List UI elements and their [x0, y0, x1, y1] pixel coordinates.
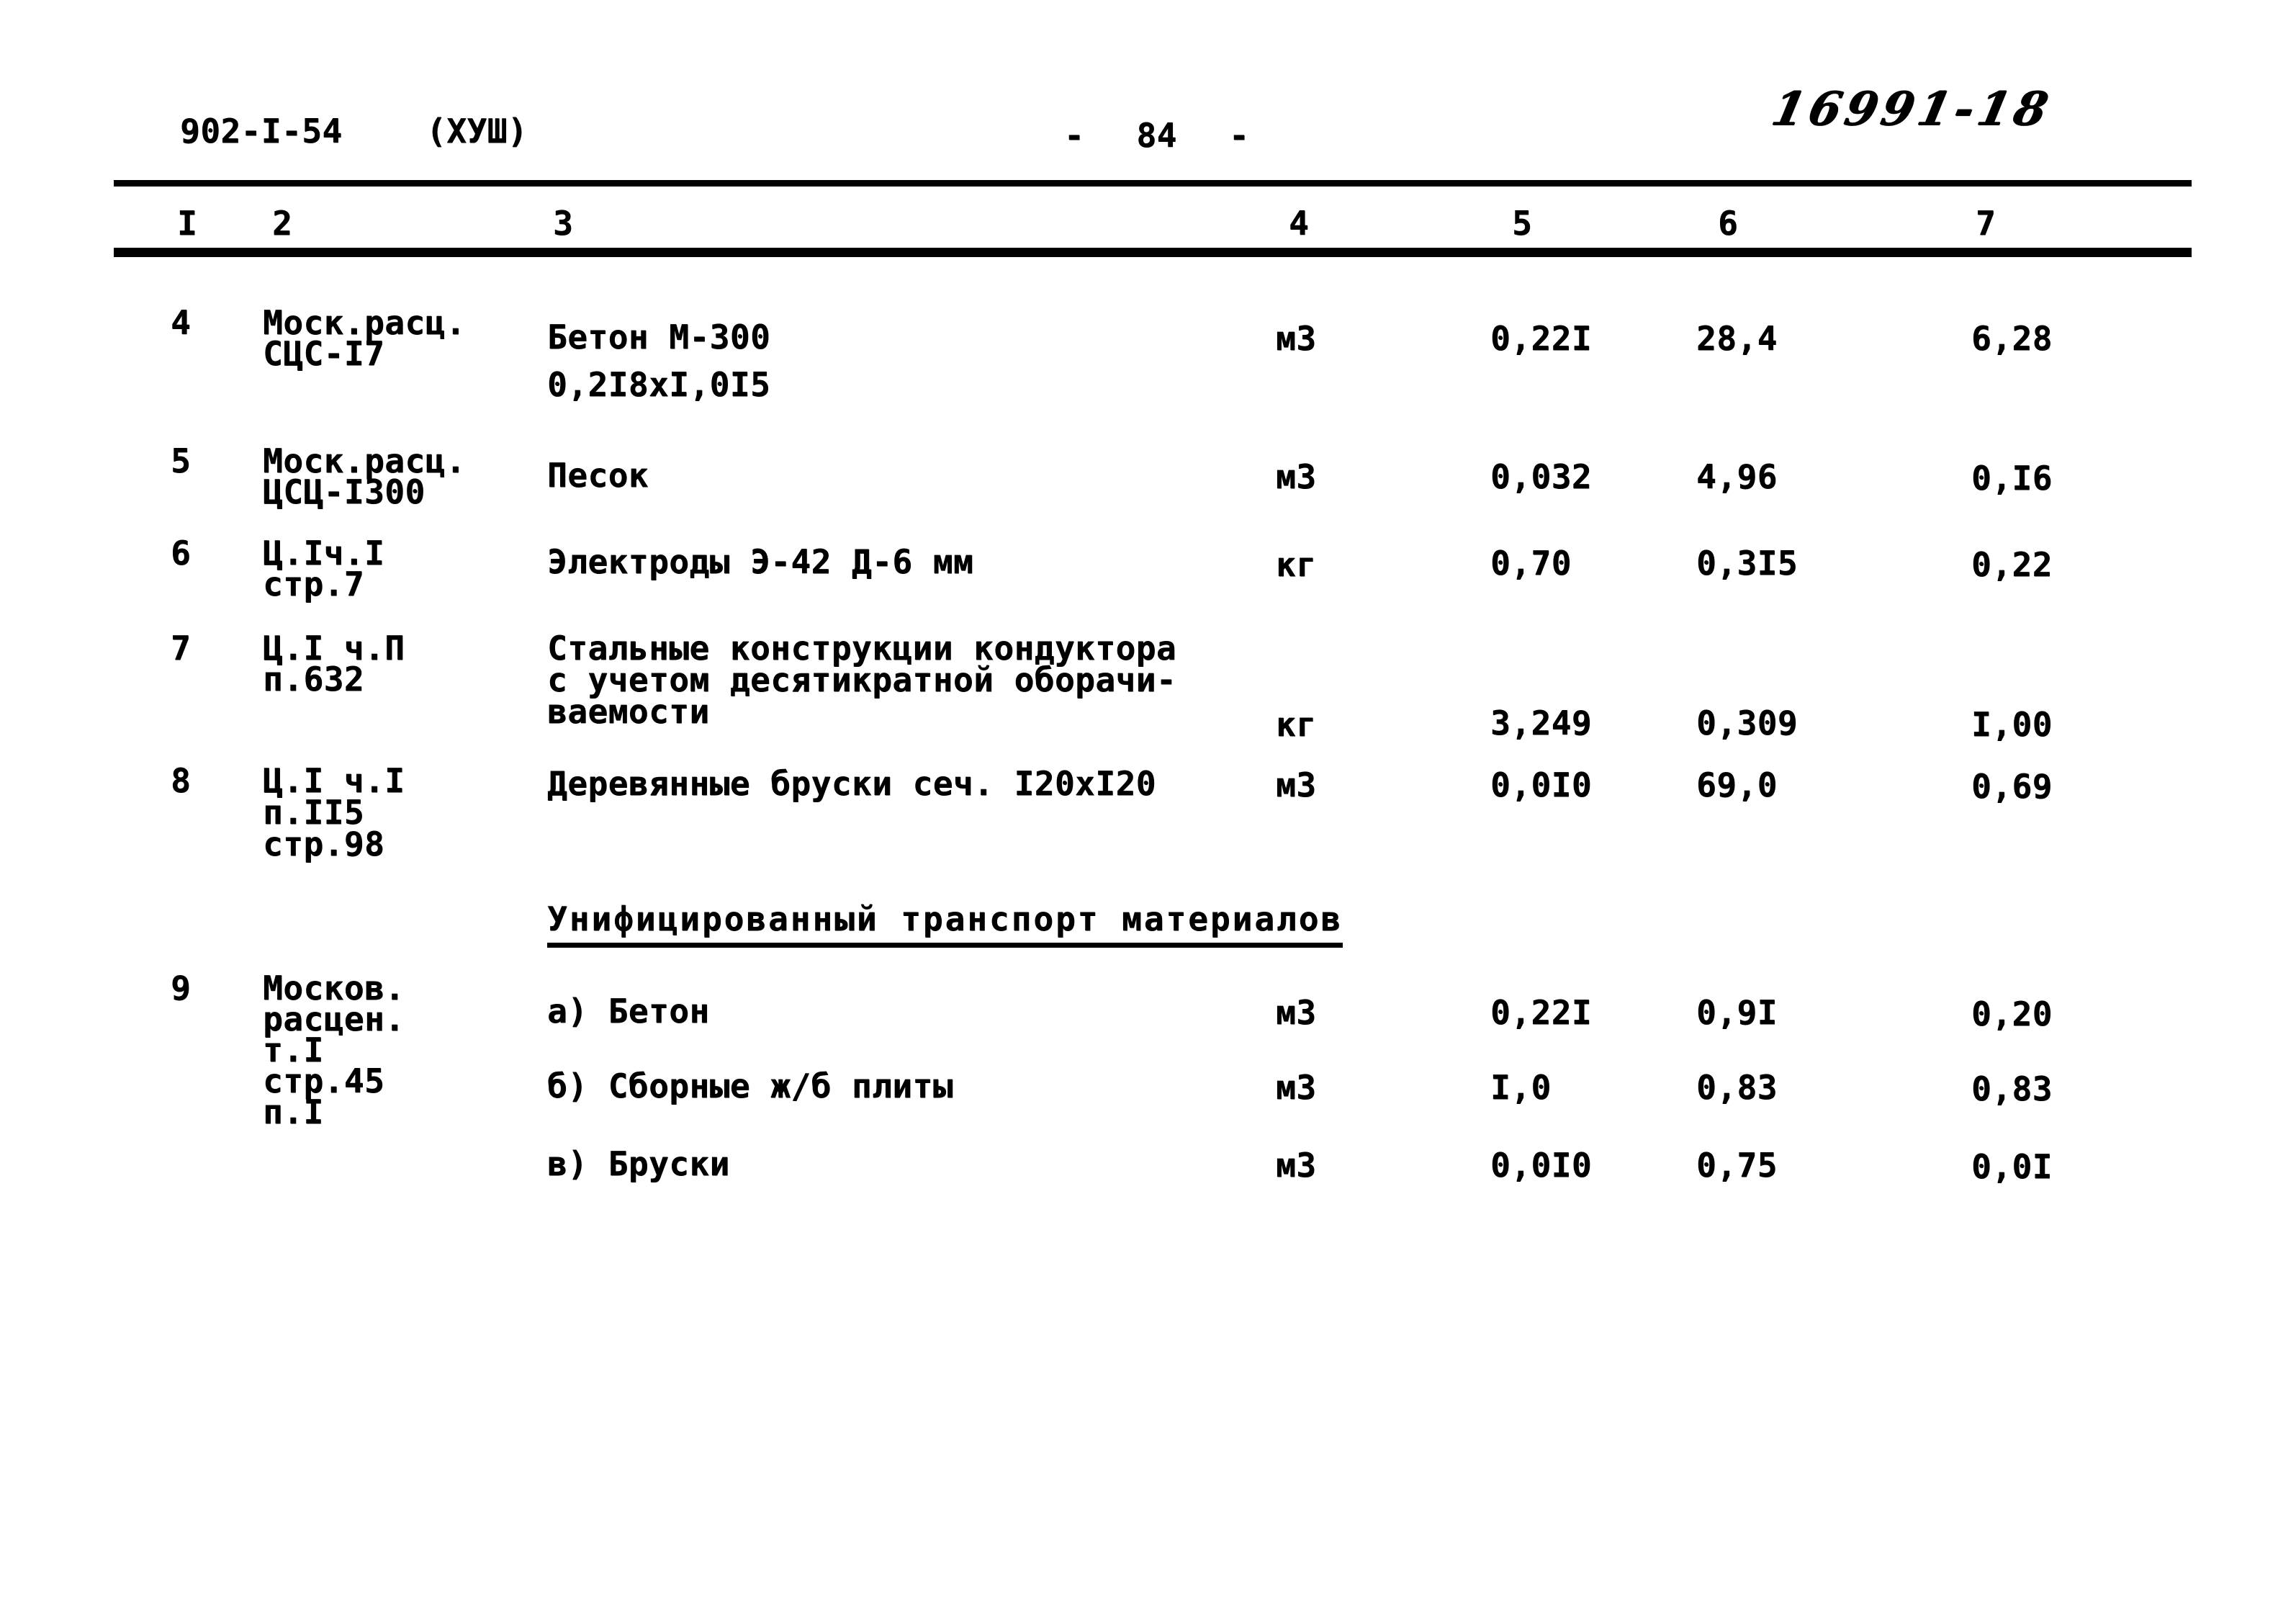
page-number: - 84 - — [1064, 116, 1250, 155]
table-row-rate: 4,96 — [1696, 457, 1778, 496]
table-subrow-qty: 0,0I0 — [1490, 1146, 1592, 1185]
table-row-unit: м3 — [1276, 766, 1317, 804]
table-row-num: 6 — [171, 534, 192, 573]
table-row-total: 0,I6 — [1971, 459, 2053, 498]
table-row-ref: Моск.расц. — [263, 441, 466, 480]
table-row-name: Электроды Э-42 Д-6 мм — [547, 542, 974, 581]
table-subrow-unit: м3 — [1276, 1146, 1317, 1185]
table-subrow-name: а) Бетон — [547, 992, 710, 1031]
table-row-unit: м3 — [1276, 319, 1317, 358]
handwritten-number: 16991-18 — [1767, 82, 2057, 136]
table-row-ref: п.632 — [263, 660, 364, 699]
table-row-ref: п.II5 — [263, 793, 364, 832]
table-row-ref: Ц.Iч.I — [263, 534, 385, 573]
table-row-qty: 0,22I — [1490, 319, 1592, 358]
table-subrow-total: 0,20 — [1971, 995, 2053, 1033]
col-header-7: 7 — [1976, 204, 1996, 243]
table-row-ref: стр.98 — [263, 825, 385, 863]
table-row-name: Песок — [547, 456, 649, 495]
table-row-qty: 0,0I0 — [1490, 766, 1592, 804]
table-subrow-total: 0,0I — [1971, 1147, 2053, 1186]
table-row-ref: стр.7 — [263, 565, 364, 603]
table-row-name: Стальные конструкции кондуктора — [547, 629, 1177, 668]
table-rule-header-bottom — [114, 248, 2192, 257]
table-row-unit: кг — [1276, 545, 1317, 584]
col-header-5: 5 — [1512, 204, 1533, 243]
table-subrow-qty: I,0 — [1490, 1068, 1552, 1107]
table-row-ref: ЦСЦ-I300 — [263, 472, 426, 511]
table-row-unit: кг — [1276, 705, 1317, 744]
table-row-rate: 0,3I5 — [1696, 544, 1798, 583]
table-row-qty: 0,70 — [1490, 544, 1572, 583]
table-row-num: 5 — [171, 441, 192, 480]
doc-code: 902-I-54 — [180, 112, 343, 151]
col-header-4: 4 — [1289, 204, 1310, 243]
table-row-rate: 69,0 — [1696, 766, 1778, 804]
col-header-1: I — [177, 204, 198, 243]
table-rule-top — [114, 180, 2192, 187]
table-subrow-rate: 0,9I — [1696, 993, 1778, 1032]
table-row-total: 6,28 — [1971, 319, 2053, 358]
table-row-ref: Ц.I ч.П — [263, 629, 405, 668]
table-subrow-unit: м3 — [1276, 1068, 1317, 1107]
table-row-total: 0,22 — [1971, 545, 2053, 584]
table-row-unit: м3 — [1276, 457, 1317, 496]
col-header-3: 3 — [553, 204, 574, 243]
table-row-rate: 28,4 — [1696, 319, 1778, 358]
table-row-ref: СЦС-I7 — [263, 334, 385, 373]
table-subrow-total: 0,83 — [1971, 1069, 2053, 1108]
table-row-num: 9 — [171, 969, 192, 1007]
table-row-total: I,00 — [1971, 705, 2053, 744]
table-subrow-unit: м3 — [1276, 993, 1317, 1032]
table-row-ref: Ц.I ч.I — [263, 761, 405, 800]
col-header-6: 6 — [1718, 204, 1739, 243]
table-row-name: с учетом десятикратной оборачи- — [547, 660, 1177, 699]
table-row-ref: Моск.расц. — [263, 303, 466, 342]
table-subrow-rate: 0,75 — [1696, 1146, 1778, 1185]
table-row-rate: 0,309 — [1696, 704, 1798, 742]
table-row-num: 8 — [171, 761, 192, 800]
table-row-ref: т.I — [263, 1031, 324, 1069]
table-subrow-name: б) Сборные ж/б плиты — [547, 1067, 953, 1105]
table-row-ref: расцен. — [263, 1000, 405, 1038]
table-row-name: 0,2I8хI,0I5 — [547, 365, 771, 404]
section-heading: Унифицированный транспорт материалов — [547, 902, 1343, 948]
table-row-name: Бетон М-300 — [547, 318, 771, 356]
table-row-num: 7 — [171, 629, 192, 668]
doc-part-number: (ХУШ) — [426, 112, 528, 151]
table-row-name: Деревянные бруски сеч. I20хI20 — [547, 764, 1156, 803]
table-row-ref: п.I — [263, 1092, 324, 1131]
table-row-qty: 0,032 — [1490, 457, 1592, 496]
table-row-qty: 3,249 — [1490, 704, 1592, 742]
table-row-num: 4 — [171, 303, 192, 342]
table-row-total: 0,69 — [1971, 767, 2053, 806]
table-subrow-rate: 0,83 — [1696, 1068, 1778, 1107]
table-subrow-qty: 0,22I — [1490, 993, 1592, 1032]
table-row-ref: Москов. — [263, 969, 405, 1007]
table-subrow-name: в) Бруски — [547, 1144, 730, 1183]
table-row-ref: стр.45 — [263, 1061, 385, 1100]
col-header-2: 2 — [272, 204, 293, 243]
table-row-name: ваемости — [547, 692, 710, 731]
